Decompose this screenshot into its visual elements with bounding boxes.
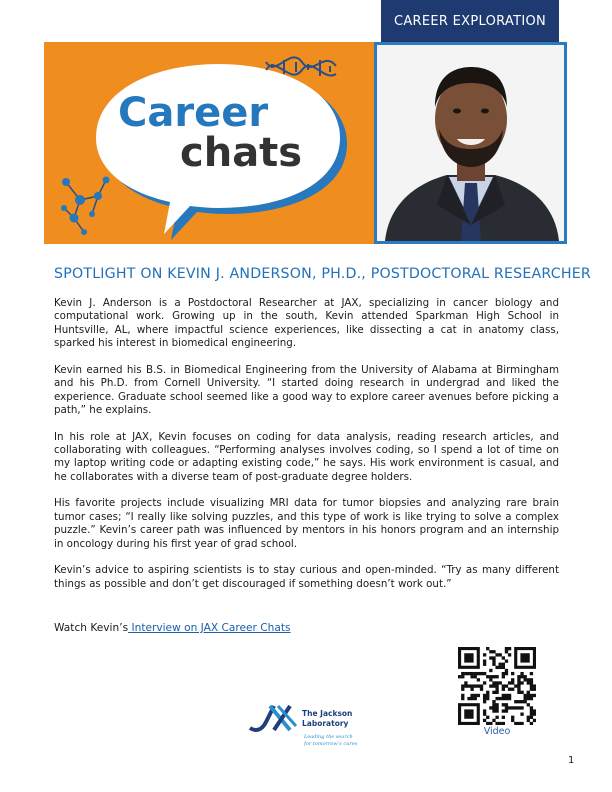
paragraph-5: Kevin’s advice to aspiring scientists is to stay curious and open-minded. “Try as many different things as possible and don’t get discouraged if something doesn’t work out.” — [54, 564, 559, 590]
watch-line — [54, 622, 291, 634]
molecule-icon — [61, 177, 110, 236]
qr-code[interactable] — [458, 647, 536, 725]
section-tag: CAREER EXPLORATION — [381, 0, 559, 42]
banner-title-line1: Career — [118, 90, 269, 136]
qr-code-graphic — [458, 647, 536, 725]
portrait-illustration — [377, 45, 564, 241]
banner-graphic — [44, 42, 374, 244]
logo-tagline-line1: Leading the search — [304, 734, 353, 740]
portrait-photo — [374, 42, 567, 244]
page-number: 1 — [568, 755, 575, 766]
paragraph-3: In his role at JAX, Kevin focuses on coding for data analysis, reading research articles, and collaborating with colleagues. “Performing analyses involves coding, so I spend a lot of time on my laptop writing code or adapting existing code,” he says. His work environment is casual, and he collaborates with a diverse team of post-graduate degree holders. — [54, 430, 559, 483]
banner-title-line2: chats — [180, 130, 303, 176]
article-body — [54, 297, 559, 604]
qr-label: Video — [483, 726, 511, 737]
paragraph-2: Kevin earned his B.S. in Biomedical Engineering from the University of Alabama at Birmingham and his Ph.D. from Cornell University. “I started doing research in undergrad and liked the experience. Graduate school seemed like a good way to explore career avenues before picking a path,” he explains. — [54, 363, 559, 417]
article-headline: SPOTLIGHT ON KEVIN J. ANDERSON, PH.D., POSTDOCTORAL RESEARCHER — [54, 266, 591, 282]
paragraph-4: His favorite projects include visualizing MRI data for tumor biopsies and analyzing rare brain tumor cases; “I really like solving puzzles, and this type of work is like trying to solve a complex puzzle.” Kevin’s career path was influenced by mentors in his honors program and an internship in oncology during his first year of grad school. — [54, 497, 559, 550]
career-chats-banner — [44, 42, 374, 244]
jackson-lab-logo — [248, 702, 368, 750]
paragraph-1: Kevin J. Anderson is a Postdoctoral Researcher at JAX, specializing in cancer biology and computational work. Growing up in the south, Kevin attended Sparkman High School in Huntsville, AL, where impactful science experiences, like dissecting a cat in anatomy class, sparked his interest in biomedical engineering. — [54, 297, 559, 350]
interview-link[interactable]: Interview on JAX Career Chats — [128, 622, 291, 634]
jax-logo-icon — [248, 702, 368, 750]
logo-name-line1: The Jackson — [302, 709, 353, 718]
logo-tagline-line2: for tomorrow’s cures — [304, 741, 358, 747]
logo-name-line2: Laboratory — [302, 719, 349, 728]
watch-prefix: Watch Kevin’s — [54, 622, 129, 634]
